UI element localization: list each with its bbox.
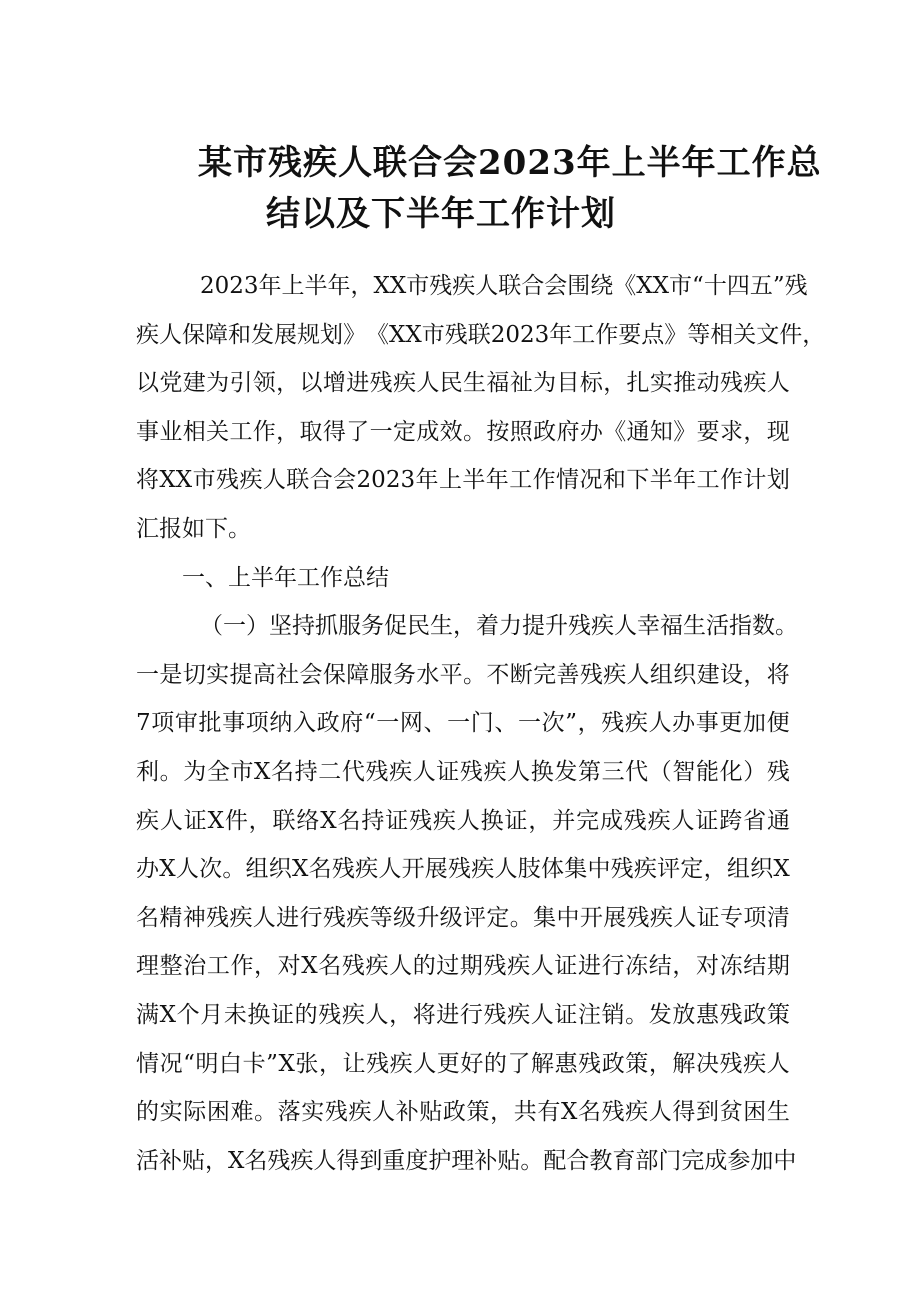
- paragraph-1-line: 汇报如下。: [136, 515, 251, 542]
- paragraph-2-line: （ 一 ） 坚 持 抓 服 务 促 民 生 ， 着 力 提 升 残 疾 人 幸 福 生 活 指 数 。: [200, 613, 798, 640]
- paragraph-2-line: 利 。 为 全 市 X 名 持 二 代 残 疾 人 证 残 疾 人 换 发 第 三 代 （ 智 能 化 ） 残: [136, 758, 790, 785]
- document-title-line-2: 结以及下半年工作计划: [266, 194, 616, 234]
- document-title-line-1: 某市残疾人联合会2023年上半年工作总: [198, 143, 822, 183]
- paragraph-1-line: 事 业 相 关 工 作 ， 取 得 了 一 定 成 效 。 按 照 政 府 办 《 通 知 》 要 求 ， 现: [136, 418, 790, 445]
- paragraph-2-line: 情 况 “ 明 白 卡 ” X 张 ， 让 残 疾 人 更 好 的 了 解 惠 残 政 策 ， 解 决 残 疾 人: [136, 1050, 790, 1077]
- paragraph-2-line: 的 实 际 困 难 。 落 实 残 疾 人 补 贴 政 策 ， 共 有 X 名 残 疾 人 得 到 贫 困 生: [136, 1099, 790, 1126]
- paragraph-1-line: 2023 年 上 半 年 ， XX 市 残 疾 人 联 合 会 围 绕 《 XX 市 “ 十 四 五 ” 残: [200, 273, 808, 299]
- paragraph-2-line: 一 是 切 实 提 高 社 会 保 障 服 务 水 平 。 不 断 完 善 残 疾 人 组 织 建 设 ， 将: [136, 661, 790, 688]
- paragraph-2-line: 理 整 治 工 作 ， 对 X 名 残 疾 人 的 过 期 残 疾 人 证 进 行 冻 结 ， 对 冻 结 期: [136, 953, 790, 980]
- paragraph-1-line: 疾 人 保 障 和 发 展 规 划 》 《 XX 市 残 联 2023 年 工 作 要 点 》 等 相 关 文 件 ，: [136, 321, 826, 348]
- paragraph-2-line: 疾 人 证 X 件 ， 联 络 X 名 持 证 残 疾 人 换 证 ， 并 完 成 残 疾 人 证 跨 省 通: [136, 807, 790, 834]
- section-heading: 一、上半年工作总结: [182, 564, 389, 591]
- paragraph-1-line: 将 XX 市 残 疾 人 联 合 会 2023 年 上 半 年 工 作 情 况 和 下 半 年 工 作 计 划: [136, 467, 790, 494]
- paragraph-1-line: 以 党 建 为 引 领 ， 以 增 进 残 疾 人 民 生 福 祉 为 目 标 ， 扎 实 推 动 残 疾 人: [136, 370, 790, 397]
- paragraph-2-line: 办 X 人 次 。 组 织 X 名 残 疾 人 开 展 残 疾 人 肢 体 集 中 残 疾 评 定 ， 组 织 X: [136, 856, 790, 883]
- paragraph-2-line: 活 补 贴 ， X 名 残 疾 人 得 到 重 度 护 理 补 贴 。 配 合 教 育 部 门 完 成 参 加 中: [136, 1147, 797, 1174]
- paragraph-2-line: 满 X 个 月 未 换 证 的 残 疾 人 ， 将 进 行 残 疾 人 证 注 销 。 发 放 惠 残 政 策: [136, 1001, 790, 1028]
- document-body: [136, 262, 826, 1185]
- paragraph-2-line: 名 精 神 残 疾 人 进 行 残 疾 等 级 升 级 评 定 。 集 中 开 展 残 疾 人 证 专 项 清: [136, 904, 790, 931]
- paragraph-2-line: 7 项 审 批 事 项 纳 入 政 府 “ 一 网 、 一 门 、 一 次 ” ， 残 疾 人 办 事 更 加 便: [136, 710, 790, 737]
